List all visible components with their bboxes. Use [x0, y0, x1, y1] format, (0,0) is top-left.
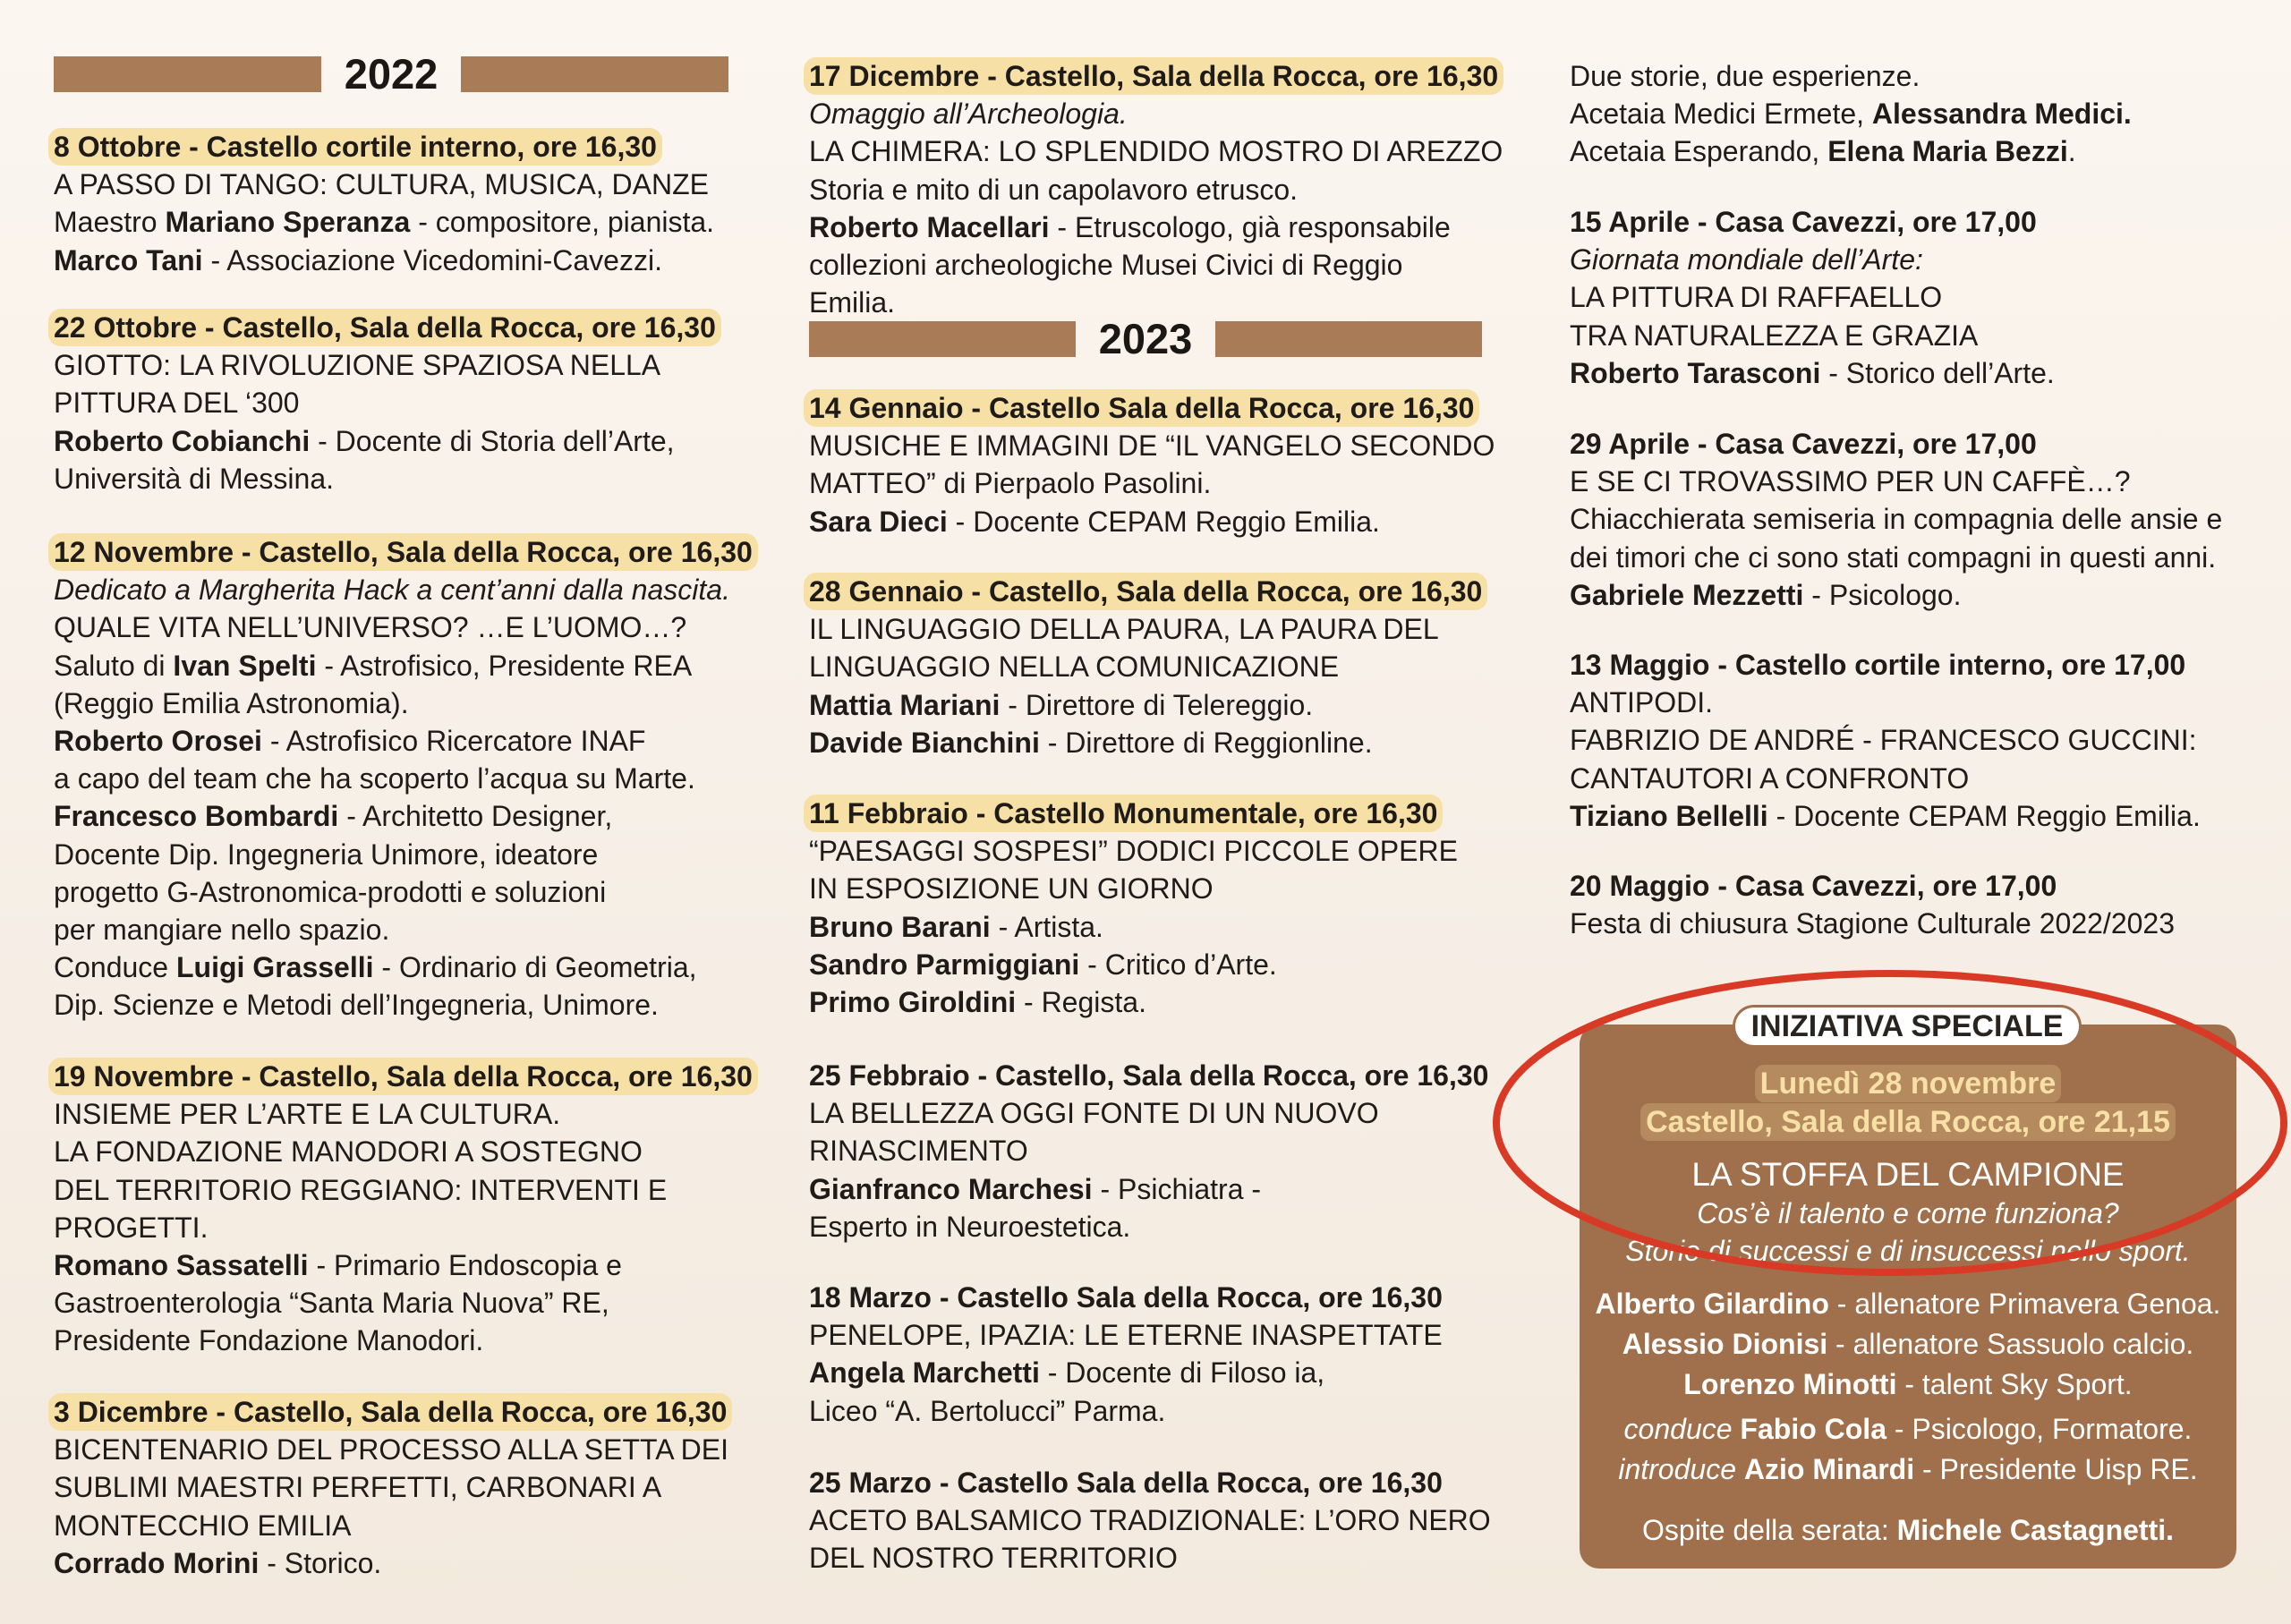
event-line: [54, 948, 758, 986]
event-text: - Associazione Vicedomini-Cavezzi.: [202, 243, 662, 276]
event-text: Giornata mondiale dell’Arte:: [1570, 243, 1923, 276]
event-text: - Astrofisico Ricercatore INAF: [261, 725, 646, 758]
event-line: [809, 1539, 1491, 1577]
event-line: [1570, 57, 2132, 95]
speaker-name: Sandro Parmiggiani: [809, 948, 1080, 981]
event-line: [54, 571, 758, 608]
event-text: INSIEME PER L’ARTE E LA CULTURA.: [54, 1098, 561, 1131]
event-line: [809, 1132, 1494, 1169]
special-initiative-box: [1580, 1025, 2236, 1569]
special-text: introduce: [1618, 1453, 1744, 1485]
event-text: Gastroenterologia “Santa Maria Nuova” RE,: [54, 1287, 609, 1320]
year-header-2022: [54, 50, 728, 98]
event-text: Conduce: [54, 951, 176, 984]
special-text: - Presidente Uisp RE.: [1914, 1453, 2198, 1485]
event-line: [809, 95, 1503, 132]
event-text: - Critico d’Arte.: [1079, 948, 1277, 981]
speaker-name: Bruno Barani: [809, 910, 991, 943]
event-line: [54, 242, 714, 279]
event-text: LA FONDAZIONE MANODORI A SOSTEGNO: [54, 1135, 643, 1169]
event-text: “PAESAGGI SOSPESI” DODICI PICCOLE OPERE: [809, 835, 1458, 868]
event-text: ANTIPODI.: [1570, 686, 1714, 719]
header-bar-right: [1215, 321, 1482, 357]
event-line: [1570, 539, 2222, 576]
speaker-name: Angela Marchetti: [809, 1356, 1040, 1390]
event-line: [1570, 241, 2055, 278]
event-line: [54, 684, 758, 722]
event-line: [54, 873, 758, 911]
event-text: - Psichiatra -: [1092, 1172, 1262, 1205]
special-person-line: [1580, 1365, 2236, 1404]
event-date: 19 Novembre - Castello, Sala della Rocca, ore 16,30: [48, 1058, 758, 1095]
event-line: [54, 760, 758, 797]
speaker-name: Roberto Cobianchi: [54, 424, 311, 457]
special-venue: Castello, Sala della Rocca, ore 21,15: [1640, 1103, 2176, 1141]
event-line: [54, 1507, 732, 1544]
event-line: [809, 171, 1503, 208]
event-line: [809, 1392, 1448, 1430]
event-line: [809, 1170, 1494, 1208]
event-date: 15 Aprile - Casa Cavezzi, ore 17,00: [1570, 206, 2037, 238]
event-text: PENELOPE, IPAZIA: LE ETERNE INASPETTATE: [809, 1319, 1443, 1352]
event-text: LA BELLEZZA OGGI FONTE DI UN NUOVO: [809, 1097, 1379, 1130]
event-line: [54, 384, 721, 421]
event-line: [54, 836, 758, 873]
event-line: [809, 503, 1495, 540]
event-line: [1570, 721, 2201, 759]
event-line: [809, 648, 1487, 685]
event-block: [809, 389, 1495, 540]
special-date: Lunedì 28 novembre: [1755, 1065, 2062, 1102]
special-text: - talent Sky Sport.: [1896, 1368, 2133, 1400]
speaker-name: Gabriele Mezzetti: [1570, 578, 1804, 611]
event-line: [54, 203, 714, 241]
event-line: [54, 1209, 758, 1246]
speaker-name: Roberto Macellari: [809, 210, 1050, 243]
speaker-name: Alessandra Medici.: [1871, 98, 2132, 131]
special-person-line: [1580, 1284, 2236, 1323]
event-block: [54, 533, 758, 1025]
event-text: - Storico dell’Arte.: [1820, 356, 2055, 389]
event-block: [54, 128, 714, 279]
event-line: [54, 1468, 732, 1506]
event-block: [809, 1279, 1448, 1430]
special-venue-line: [1580, 1103, 2236, 1141]
event-text: Due storie, due esperienze.: [1570, 60, 1921, 92]
event-text: Acetaia Esperando,: [1570, 135, 1828, 168]
event-line: [54, 1544, 732, 1582]
event-block: [1570, 867, 2175, 942]
event-date: 22 Ottobre - Castello, Sala della Rocca, ore 16,30: [48, 309, 721, 346]
event-line: [54, 608, 758, 646]
event-text: Festa di chiusura Stagione Culturale 2022/2023: [1570, 907, 2175, 940]
event-text: A PASSO DI TANGO: CULTURA, MUSICA, DANZE: [54, 168, 709, 201]
event-line: [54, 346, 721, 384]
event-text: MONTECCHIO EMILIA: [54, 1509, 352, 1542]
special-title: LA STOFFA DEL CAMPIONE: [1691, 1156, 2125, 1193]
event-line: [54, 1431, 732, 1468]
event-line: [809, 1208, 1494, 1246]
event-line: [809, 246, 1503, 284]
event-text: - compositore, pianista.: [410, 206, 715, 239]
event-date: 11 Febbraio - Castello Monumentale, ore 16,30: [804, 795, 1443, 832]
year-label: 2023: [1098, 315, 1193, 362]
event-text: - Storico.: [259, 1546, 382, 1579]
event-line: [54, 1322, 758, 1359]
event-text: Acetaia Medici Ermete,: [1570, 98, 1872, 131]
header-bar-right: [461, 56, 728, 92]
event-text: E SE CI TROVASSIMO PER UN CAFFÈ…?: [1570, 465, 2131, 498]
event-text: FABRIZIO DE ANDRÉ - FRANCESCO GUCCINI:: [1570, 724, 2197, 757]
event-text: Docente Dip. Ingegneria Unimore, ideatore: [54, 838, 599, 871]
event-line: [54, 1171, 758, 1209]
event-date: 28 Gennaio - Castello, Sala della Rocca, ore 16,30: [804, 573, 1487, 610]
event-text: - Architetto Designer,: [338, 800, 613, 833]
speaker-name: Romano Sassatelli: [54, 1249, 309, 1282]
event-line: [809, 464, 1495, 502]
event-text: - Docente di Storia dell’Arte,: [310, 424, 675, 457]
event-line: [1570, 905, 2175, 942]
speaker-name: Primo Giroldini: [809, 986, 1017, 1019]
event-text: MATTEO” di Pierpaolo Pasolini.: [809, 467, 1212, 500]
special-subtitle-2: Storie di successi e di insuccessi nello sport.: [1625, 1235, 2191, 1267]
special-tag-label: INIZIATIVA SPECIALE: [1733, 1005, 2082, 1048]
event-line: [809, 284, 1503, 321]
event-text: Omaggio all’Archeologia.: [809, 98, 1128, 131]
event-block: [809, 57, 1503, 321]
event-text: Saluto di: [54, 649, 174, 682]
event-text: dei timori che ci sono stati compagni in questi anni.: [1570, 540, 2217, 574]
event-text: Liceo “A. Bertolucci” Parma.: [809, 1394, 1166, 1427]
event-text: RINASCIMENTO: [809, 1135, 1028, 1168]
event-text: LINGUAGGIO NELLA COMUNICAZIONE: [809, 650, 1340, 684]
speaker-name: Michele Castagnetti.: [1896, 1514, 2174, 1546]
event-text: GIOTTO: LA RIVOLUZIONE SPAZIOSA NELLA: [54, 349, 661, 382]
event-line: [809, 208, 1503, 246]
event-line: [809, 1501, 1491, 1539]
event-text: - Regista.: [1016, 986, 1146, 1019]
speaker-name: Francesco Bombardi: [54, 800, 339, 833]
speaker-name: Elena Maria Bezzi: [1827, 135, 2068, 168]
event-line: [1570, 95, 2132, 132]
event-line: [809, 1094, 1494, 1132]
speaker-name: Alessio Dionisi: [1622, 1328, 1828, 1360]
event-line: [809, 832, 1458, 870]
event-date: 14 Gennaio - Castello Sala della Rocca, ore 16,30: [804, 389, 1479, 427]
event-line: [809, 686, 1487, 724]
event-text: - Astrofisico, Presidente REA: [316, 649, 693, 682]
event-line: [1570, 132, 2132, 170]
event-text: PROGETTI.: [54, 1211, 209, 1244]
speaker-name: Tiziano Bellelli: [1570, 799, 1768, 832]
event-text: - Docente di Filoso ia,: [1039, 1356, 1325, 1390]
year-label: 2022: [344, 50, 439, 98]
event-block: [1570, 646, 2201, 835]
event-block: [809, 1057, 1494, 1246]
event-date: 18 Marzo - Castello Sala della Rocca, ore 16,30: [809, 1281, 1443, 1314]
event-block: [809, 573, 1487, 761]
event-text: - Ordinario di Geometria,: [373, 951, 697, 984]
event-text: a capo del team che ha scoperto l’acqua su Marte.: [54, 762, 695, 795]
event-line: [54, 986, 758, 1024]
event-date: 13 Maggio - Castello cortile interno, ore 17,00: [1570, 649, 2186, 681]
event-text: LA CHIMERA: LO SPLENDIDO MOSTRO DI AREZZO: [809, 135, 1503, 168]
speaker-name: Sara Dieci: [809, 505, 948, 538]
event-line: [54, 647, 758, 684]
event-date: 17 Dicembre - Castello, Sala della Rocca, ore 16,30: [804, 57, 1503, 95]
event-text: collezioni archeologiche Musei Civici di Reggio: [809, 249, 1403, 282]
event-line: [1570, 500, 2222, 538]
event-text: Dedicato a Margherita Hack a cent’anni dalla nascita.: [54, 574, 730, 607]
speaker-name: Luigi Grasselli: [175, 951, 374, 984]
special-person-line: [1580, 1409, 2236, 1449]
event-text: IL LINGUAGGIO DELLA PAURA, LA PAURA DEL: [809, 613, 1439, 646]
event-line: [1570, 354, 2055, 392]
event-text: - Docente CEPAM Reggio Emilia.: [947, 505, 1380, 538]
speaker-name: Mariano Speranza: [165, 206, 411, 239]
event-text: Storia e mito di un capolavoro etrusco.: [809, 173, 1299, 206]
speaker-name: Ivan Spelti: [173, 649, 317, 682]
special-text: - Psicologo, Formatore.: [1886, 1413, 2193, 1445]
event-text: Presidente Fondazione Manodori.: [54, 1324, 484, 1357]
event-line: [809, 983, 1458, 1021]
event-line: [809, 724, 1487, 761]
event-line: [54, 911, 758, 948]
event-text: per mangiare nello spazio.: [54, 914, 390, 947]
event-line: [809, 427, 1495, 464]
event-text: SUBLIMI MAESTRI PERFETTI, CARBONARI A: [54, 1471, 662, 1504]
event-block: [1570, 425, 2222, 614]
special-person-line: [1580, 1510, 2236, 1550]
speaker-name: Lorenzo Minotti: [1683, 1368, 1897, 1400]
special-person-line: [1580, 1450, 2236, 1489]
event-date: 20 Maggio - Casa Cavezzi, ore 17,00: [1570, 870, 2057, 902]
speaker-name: Alberto Gilardino: [1595, 1288, 1829, 1320]
event-text: MUSICHE E IMMAGINI DE “IL VANGELO SECONDO: [809, 429, 1495, 463]
event-text: Chiacchierata semiseria in compagnia delle ansie e: [1570, 503, 2223, 536]
event-text: - Psicologo.: [1803, 578, 1962, 611]
event-line: [54, 722, 758, 760]
event-line: [54, 166, 714, 203]
event-text: TRA NATURALEZZA E GRAZIA: [1570, 319, 1979, 352]
event-text: Esperto in Neuroestetica.: [809, 1210, 1131, 1243]
event-line: [809, 908, 1458, 946]
special-text: conduce: [1623, 1413, 1741, 1445]
event-line: [1570, 317, 2055, 354]
event-line: [809, 1316, 1448, 1354]
header-bar-left: [54, 56, 321, 92]
event-date: 12 Novembre - Castello, Sala della Rocca, ore 16,30: [48, 533, 758, 571]
event-line: [809, 1354, 1448, 1391]
event-line: [809, 132, 1503, 170]
event-text: ACETO BALSAMICO TRADIZIONALE: L’ORO NERO: [809, 1504, 1491, 1537]
event-date: 25 Marzo - Castello Sala della Rocca, ore 16,30: [809, 1467, 1443, 1499]
event-text: .: [2067, 135, 2076, 168]
event-line: [1570, 576, 2222, 614]
event-text: PITTURA DEL ‘300: [54, 387, 300, 420]
event-line: [809, 610, 1487, 648]
event-text: - Docente CEPAM Reggio Emilia.: [1767, 799, 2201, 832]
event-line: [1570, 760, 2201, 797]
speaker-name: Marco Tani: [54, 243, 203, 276]
speaker-name: Gianfranco Marchesi: [809, 1172, 1093, 1205]
event-line: [54, 1284, 758, 1322]
event-line: [54, 460, 721, 497]
event-text: (Reggio Emilia Astronomia).: [54, 686, 409, 719]
event-block: [809, 1464, 1491, 1577]
speaker-name: Roberto Tarasconi: [1570, 356, 1821, 389]
event-text: Università di Messina.: [54, 462, 334, 495]
event-text: IN ESPOSIZIONE UN GIORNO: [809, 872, 1214, 906]
speaker-name: Corrado Morini: [54, 1546, 260, 1579]
speaker-name: Mattia Mariani: [809, 688, 1001, 721]
event-text: - Etruscologo, già responsabile: [1049, 210, 1451, 243]
event-text: - Direttore di Reggionline.: [1039, 726, 1373, 759]
event-date: 25 Febbraio - Castello, Sala della Rocca, ore 16,30: [809, 1059, 1489, 1092]
year-header-2023: [809, 315, 1482, 362]
speaker-name: Roberto Orosei: [54, 725, 262, 758]
event-text: QUALE VITA NELL’UNIVERSO? …E L’UOMO…?: [54, 611, 687, 644]
event-text: BICENTENARIO DEL PROCESSO ALLA SETTA DEI: [54, 1433, 728, 1467]
event-text: Emilia.: [809, 286, 896, 319]
special-text: Ospite della serata:: [1642, 1514, 1897, 1546]
event-block: [809, 795, 1458, 1021]
event-text: DEL NOSTRO TERRITORIO: [809, 1542, 1178, 1575]
event-block: [1570, 203, 2055, 392]
event-text: - Primario Endoscopia e: [308, 1249, 622, 1282]
event-line: [1570, 684, 2201, 721]
event-block: [54, 309, 721, 497]
special-subtitle-1: Cos’è il talento e come funziona?: [1697, 1197, 2119, 1229]
event-line: [809, 946, 1458, 983]
event-block: [54, 1393, 732, 1582]
event-line: [54, 1133, 758, 1170]
special-person-line: [1580, 1324, 2236, 1364]
event-text: - Direttore di Telereggio.: [1000, 688, 1314, 721]
speaker-name: Davide Bianchini: [809, 726, 1040, 759]
event-line: [54, 1095, 758, 1133]
event-line: [54, 422, 721, 460]
special-text: - allenatore Primavera Genoa.: [1828, 1288, 2221, 1320]
special-date-line: [1580, 1065, 2236, 1102]
event-line: [809, 870, 1458, 907]
event-text: progetto G-Astronomica-prodotti e soluzioni: [54, 875, 607, 908]
event-block: [1570, 57, 2132, 171]
event-date: 29 Aprile - Casa Cavezzi, ore 17,00: [1570, 428, 2037, 460]
event-date: 3 Dicembre - Castello, Sala della Rocca, ore 16,30: [48, 1393, 732, 1431]
special-text: - allenatore Sassuolo calcio.: [1827, 1328, 2194, 1360]
event-text: Maestro: [54, 206, 166, 239]
event-text: LA PITTURA DI RAFFAELLO: [1570, 281, 1943, 314]
event-date: 8 Ottobre - Castello cortile interno, ore 16,30: [48, 128, 662, 166]
event-line: [54, 797, 758, 835]
event-line: [54, 1246, 758, 1284]
event-block: [54, 1058, 758, 1360]
event-line: [1570, 463, 2222, 500]
event-text: DEL TERRITORIO REGGIANO: INTERVENTI E: [54, 1173, 668, 1206]
event-text: - Artista.: [990, 910, 1103, 943]
event-text: Dip. Scienze e Metodi dell’Ingegneria, Unimore.: [54, 989, 659, 1022]
header-bar-left: [809, 321, 1076, 357]
event-line: [1570, 278, 2055, 316]
speaker-name: Fabio Cola: [1740, 1413, 1886, 1445]
speaker-name: Azio Minardi: [1743, 1453, 1915, 1485]
event-text: CANTAUTORI A CONFRONTO: [1570, 761, 1970, 795]
event-line: [1570, 797, 2201, 835]
